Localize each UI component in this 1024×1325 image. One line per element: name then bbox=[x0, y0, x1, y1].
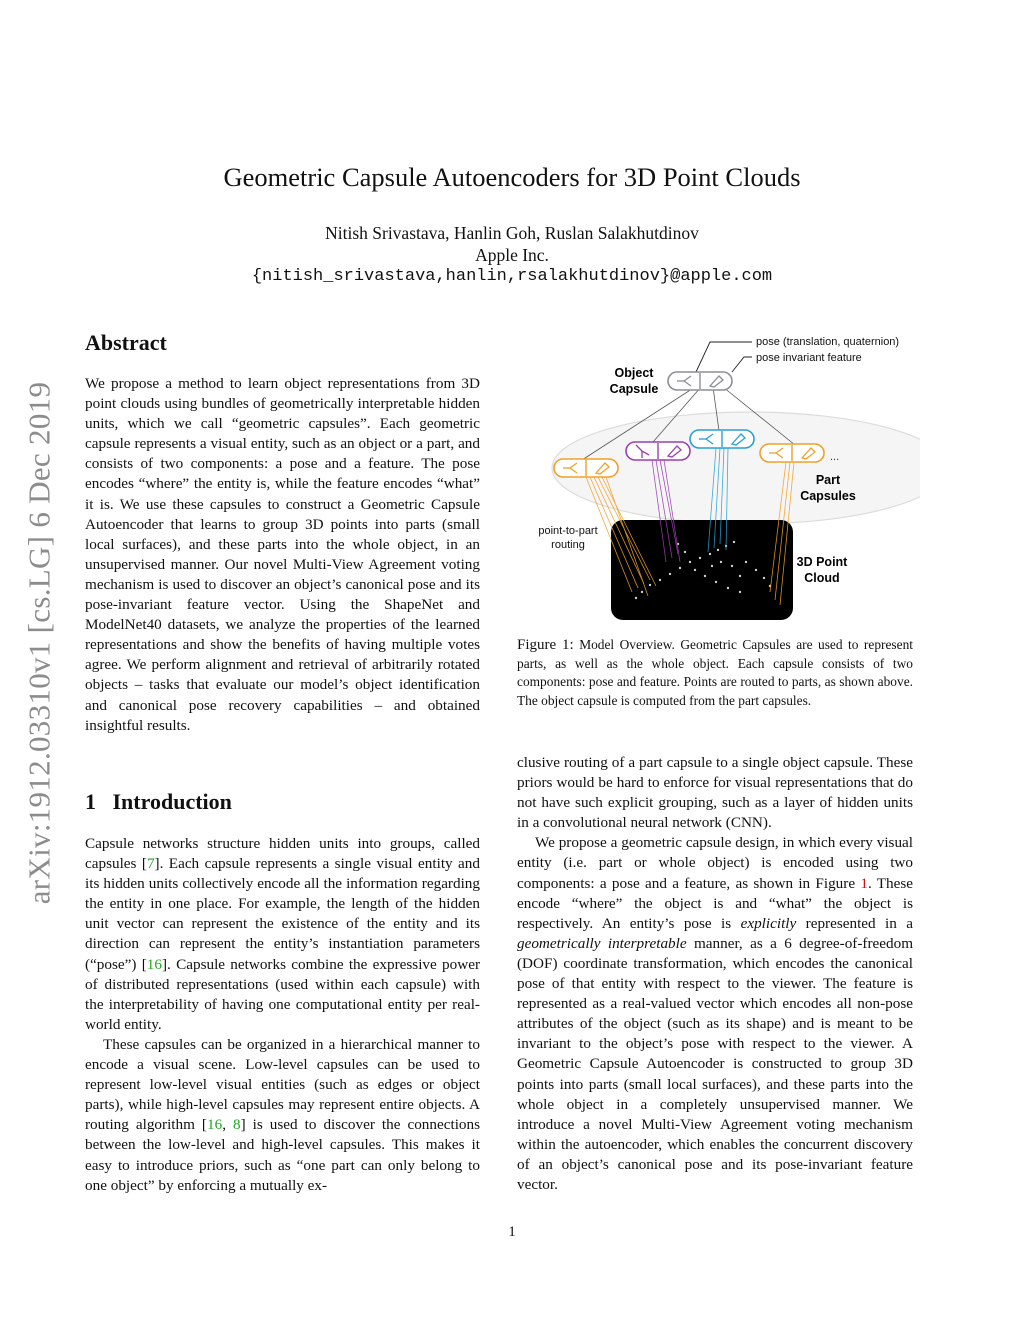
right-paragraph-2: We propose a geometric capsule design, in which every visual entity (i.e. part or whole object) is encoded using two components: a pose and a feature, as shown in Figure 1. These encode “where” the object is and “what” the object is respectively. An entity’s pose is explicitly represented in a geometrically interpretable manner, as a 6 degree-of-freedom (DOF) coordinate transformation, which encodes the canonical pose of that entity with respect to the viewer. The feature is represented as a real-valued vector which encodes all non-pose attributes of the object (such as its shape) and is meant to be invariant to the object’s pose with respect to the viewer. A Geometric Capsule Autoencoder is constructed to group 3D points into parts (small local surfaces), and these parts into the whole object in a completely unsupervised manner. We introduce a novel Multi-View Agreement voting mechanism within the autoencoder, which enables the concurrent discovery of an object’s canonical pose and its pose-invariant feature vector. bbox=[517, 834, 914, 1193]
label-object-capsule: Object bbox=[614, 366, 654, 380]
arxiv-identifier bbox=[18, 362, 60, 924]
label-part-capsules: Part bbox=[815, 473, 841, 487]
intro-section-number: 1 bbox=[85, 789, 96, 814]
citation-link[interactable]: 16 bbox=[146, 955, 162, 973]
part-capsule-purple bbox=[626, 442, 690, 460]
label-point-cloud-2: Cloud bbox=[804, 571, 840, 585]
abstract-heading: Abstract bbox=[85, 330, 167, 355]
citation-link[interactable]: 7 bbox=[146, 855, 155, 873]
author-emails: {nitish_srivastava,hanlin,rsalakhutdinov}@apple.com bbox=[251, 267, 773, 286]
figure-model-overview bbox=[520, 330, 920, 628]
citation-link[interactable]: 8 bbox=[233, 1116, 241, 1134]
part-capsule-orange-2 bbox=[760, 444, 824, 462]
intro-heading bbox=[85, 789, 232, 815]
abstract-body bbox=[85, 374, 480, 736]
intro-body bbox=[85, 834, 480, 1196]
intro-paragraph-1: Capsule networks structure hidden units into groups, called capsules [7]. Each capsule represents a single visual entity and its hidden units collectively encode all the information regarding the entity in one place. For example, the length of the hidden unit vector can represent the existence of the entity and its direction can represent the entity’s instantiation parameters (“pose”) [16]. Capsule networks combine the expressive power of distributed representations (used within each capsule) with the interpretability of having one computational entity per real-world entity. bbox=[85, 835, 480, 1033]
point-cloud-panel bbox=[611, 520, 793, 620]
label-ellipsis: ... bbox=[830, 451, 840, 463]
author-names: Nitish Srivastava, Hanlin Goh, Ruslan Salakhutdinov bbox=[325, 223, 699, 243]
abstract-text: We propose a method to learn object representations from 3D point clouds using bundles of geometrically interpretable hidden units, which we call “geometric capsules”. Each geometric capsule represents a visual entity, such as an object or a part, and consists of two components: a pose and a feature. The pose encodes “where” the entity is, while the feature encodes “what” it is. We use these capsules to construct a Geometric Capsule Autoencoder that learns to group 3D points into parts (small local surfaces), and these parts into the whole object, in an unsupervised manner. Our novel Multi-View Agreement voting mechanism is used to discover an object’s canonical pose and its pose-invariant feature vector. Using the ShapeNet and ModelNet40 datasets, we analyze the properties of the learned representations and show the benefits of having multiple votes agree. We perform alignment and retrieval of arbitrarily rotated objects – tasks that evaluate our model’s object identification and canonical pose recovery capabilities – and obtained insightful results. bbox=[85, 375, 480, 734]
intro-section-title: Introduction bbox=[112, 789, 232, 814]
right-column-body bbox=[517, 753, 913, 1195]
label-point-cloud: 3D Point bbox=[796, 555, 848, 569]
label-routing: point-to-part bbox=[538, 525, 598, 537]
figure-caption-text: Model Overview. Geometric Capsules are used to represent parts, as well as the whole object. Each capsule consists of two components: pose and feature. Points are routed to parts, as shown above. The object capsule is computed from the part capsules. bbox=[517, 637, 913, 708]
figure-caption bbox=[517, 636, 913, 710]
paper-title: Geometric Capsule Autoencoders for 3D Point Clouds bbox=[223, 162, 801, 192]
label-object-capsule-2: Capsule bbox=[609, 382, 659, 396]
affiliation: Apple Inc. bbox=[475, 245, 549, 265]
label-pose: pose (translation, quaternion) bbox=[756, 336, 900, 348]
figure-ref-link[interactable]: 1 bbox=[860, 874, 868, 892]
object-capsule bbox=[668, 372, 732, 390]
part-capsule-orange bbox=[554, 459, 618, 477]
citation-link[interactable]: 16 bbox=[207, 1116, 223, 1134]
arxiv-identifier-text: arXiv:1912.03310v1 [cs.LG] 6 Dec 2019 bbox=[21, 381, 56, 905]
author-block bbox=[0, 222, 1024, 288]
label-routing-2: routing bbox=[551, 539, 585, 551]
label-feature: pose invariant feature bbox=[756, 352, 862, 364]
figure-caption-label: Figure 1: bbox=[517, 637, 574, 653]
right-paragraph-1: clusive routing of a part capsule to a single object capsule. These priors would be hard to enforce for visual representations that do not have such explicit grouping, such as a layer of hidden units in a convolutional neural network (CNN). bbox=[517, 754, 913, 832]
part-capsule-blue bbox=[690, 430, 754, 448]
intro-paragraph-2: These capsules can be organized in a hierarchical manner to encode a visual scene. Low-level capsules can be used to represent low-level visual entities (such as edges or object parts), while high-level capsules may represent entire objects. A routing algorithm [16, 8] is used to discover the connections between the low-level and high-level capsules. This makes it easy to introduce priors, such as “one part can only belong to one object” by enforcing a mutually ex- bbox=[85, 1035, 481, 1194]
page-number: 1 bbox=[508, 1224, 516, 1240]
label-part-capsules-2: Capsules bbox=[800, 489, 856, 503]
